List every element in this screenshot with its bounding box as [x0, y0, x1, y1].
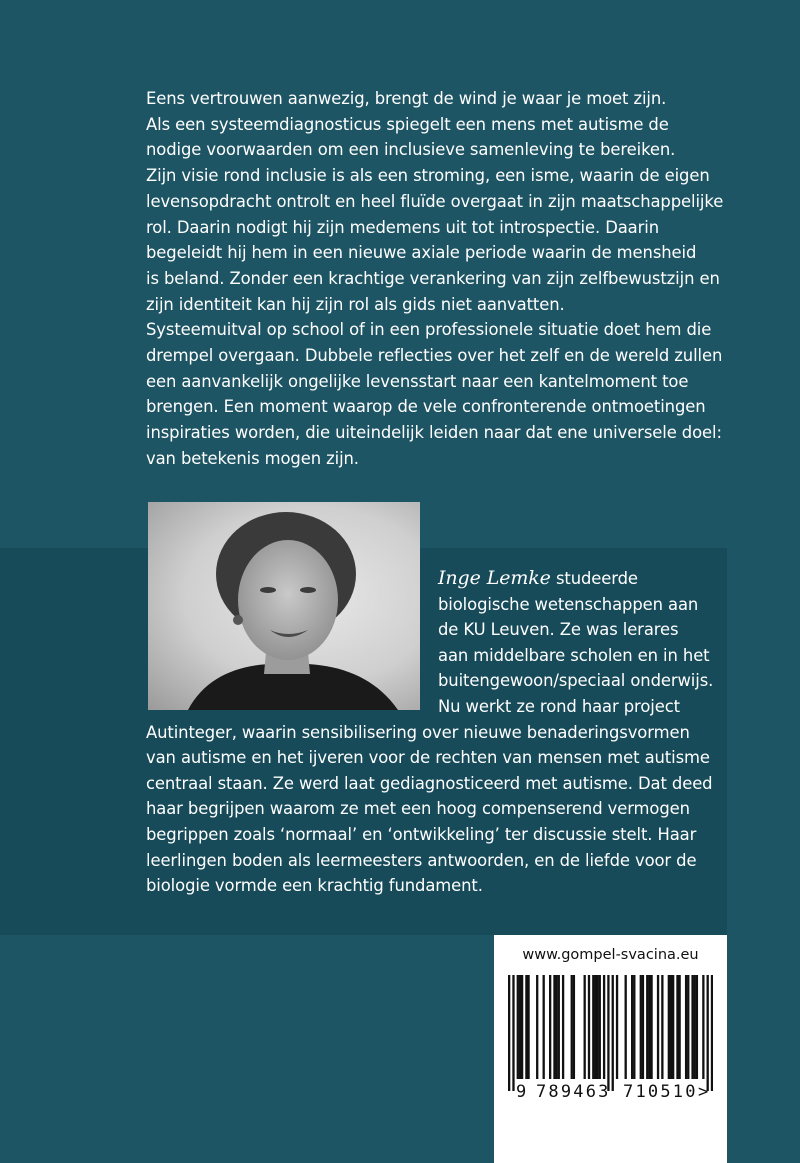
barcode-bar — [607, 975, 609, 1091]
barcode-icon — [508, 975, 713, 1091]
blurb-line: zijn identiteit kan hij zijn rol als gids niet aanvatten. — [146, 294, 565, 314]
barcode-bar — [592, 975, 594, 1079]
barcode-bar — [616, 975, 618, 1079]
bio-line: leerlingen boden als leermeesters antwoorden, en de liefde voor de — [146, 850, 697, 870]
barcode-bar — [536, 975, 538, 1079]
barcode-bar — [650, 975, 652, 1079]
blurb-line: is beland. Zonder een krachtige verankering van zijn zelfbewustzijn en — [146, 268, 720, 288]
author-name: Inge Lemke — [438, 567, 551, 589]
barcode-bar — [571, 975, 573, 1079]
barcode-bar — [661, 975, 663, 1079]
blurb-line: nodige voorwaarden om een inclusieve samenleving te bereiken. — [146, 140, 676, 160]
barcode-bar — [519, 975, 521, 1079]
barcode-bar — [525, 975, 527, 1079]
barcode-bar — [696, 975, 698, 1079]
barcode-bar — [702, 975, 704, 1079]
barcode-bar — [527, 975, 529, 1079]
barcode-bar — [596, 975, 598, 1079]
barcode-bar — [672, 975, 674, 1079]
blurb-line: Systeemuitval op school of in een professionele situatie doet hem die — [146, 320, 712, 340]
barcode-bar — [555, 975, 557, 1079]
isbn-end-mark: > — [698, 1082, 709, 1102]
bio-line: buitengewoon/speciaal onderwijs. — [438, 671, 714, 691]
bio-line: de KU Leuven. Ze was lerares — [438, 620, 679, 640]
barcode-bar — [646, 975, 648, 1079]
blurb-line: levensopdracht ontrolt en heel fluïde overgaat in zijn maatschappelijke — [146, 191, 724, 211]
barcode-bar — [521, 975, 523, 1079]
barcode-bar — [612, 975, 614, 1091]
bio-line: haar begrijpen waarom ze met een hoog compenserend vermogen — [146, 799, 690, 819]
blurb-line: Zijn visie rond inclusie is als een stroming, een isme, waarin de eigen — [146, 166, 710, 186]
barcode-bar — [648, 975, 650, 1079]
bio-line: aan middelbare scholen en in het — [438, 645, 710, 665]
bio-line: van autisme en het ijveren voor de rechten van mensen met autisme — [146, 748, 710, 768]
blurb-line: van betekenis mogen zijn. — [146, 448, 359, 468]
barcode-bar — [543, 975, 545, 1079]
bio-line: begrippen zoals ‘normaal’ en ‘ontwikkeling’ ter discussie stelt. Haar — [146, 824, 697, 844]
barcode-bar — [562, 975, 564, 1079]
barcode-bar — [603, 975, 605, 1079]
barcode-bar — [633, 975, 635, 1079]
barcode-bar — [599, 975, 601, 1079]
barcode-bar — [631, 975, 633, 1079]
bio-first-line — [146, 566, 726, 592]
blurb-line: een aanvankelijk ongelijke levensstart naar een kantelmoment toe — [146, 371, 689, 391]
blurb-line: brengen. Een moment waarop de vele confronterende ontmoetingen — [146, 397, 706, 417]
barcode-bar — [657, 975, 659, 1079]
barcode-bar — [642, 975, 644, 1079]
barcode-bar — [676, 975, 678, 1079]
barcode-bar — [711, 975, 713, 1091]
barcode-box — [494, 935, 727, 1163]
barcode-bar — [512, 975, 514, 1091]
blurb-line: begeleidt hij hem in een nieuwe axiale periode waarin de mensheid — [146, 243, 697, 263]
bio-line: Autinteger, waarin sensibilisering over nieuwe benaderingsvormen — [146, 722, 690, 742]
blurb-line: rol. Daarin nodigt hij zijn medemens uit tot introspectie. Daarin — [146, 217, 659, 237]
barcode-bar — [549, 975, 551, 1079]
barcode-bar — [685, 975, 687, 1079]
barcode-bar — [694, 975, 696, 1079]
barcode-bar — [691, 975, 693, 1079]
barcode-bar — [553, 975, 555, 1079]
blurb-line: drempel overgaan. Dubbele reflecties over het zelf en de wereld zullen — [146, 346, 723, 366]
bio-line: centraal staan. Ze werd laat gediagnosticeerd met autisme. Dat deed — [146, 773, 713, 793]
bio-line: studeerde — [550, 569, 638, 588]
publisher-url: www.gompel-svacina.eu — [522, 947, 699, 963]
blurb-line: inspiraties worden, die uiteindelijk leiden naar dat ene universele doel: — [146, 423, 722, 443]
barcode-bar — [687, 975, 689, 1079]
bio-line: biologische wetenschappen aan — [438, 594, 699, 614]
barcode-bar — [594, 975, 596, 1079]
barcode-bar — [625, 975, 627, 1079]
blurb-text — [146, 86, 726, 472]
barcode-bar — [573, 975, 575, 1079]
blurb-line: Als een systeemdiagnosticus spiegelt een mens met autisme de — [146, 114, 669, 134]
barcode-bar — [558, 975, 560, 1079]
barcode-bar — [678, 975, 680, 1079]
isbn-first-digit: 9 — [516, 1082, 527, 1102]
bio-line: Nu werkt ze rond haar project — [438, 696, 680, 716]
bio-line: biologie vormde een krachtig fundament. — [146, 876, 483, 896]
barcode-bar — [707, 975, 709, 1091]
isbn-digits: 789463 710510 — [536, 1082, 698, 1102]
barcode-bar — [508, 975, 510, 1091]
barcode-bar — [670, 975, 672, 1079]
blurb-line: Eens vertrouwen aanwezig, brengt de wind je waar je moet zijn. — [146, 89, 667, 108]
barcode-bar — [640, 975, 642, 1079]
barcode-bar — [668, 975, 670, 1079]
barcode-bar — [517, 975, 519, 1079]
barcode-bar — [588, 975, 590, 1079]
author-bio — [146, 566, 726, 899]
barcode-bar — [584, 975, 586, 1079]
